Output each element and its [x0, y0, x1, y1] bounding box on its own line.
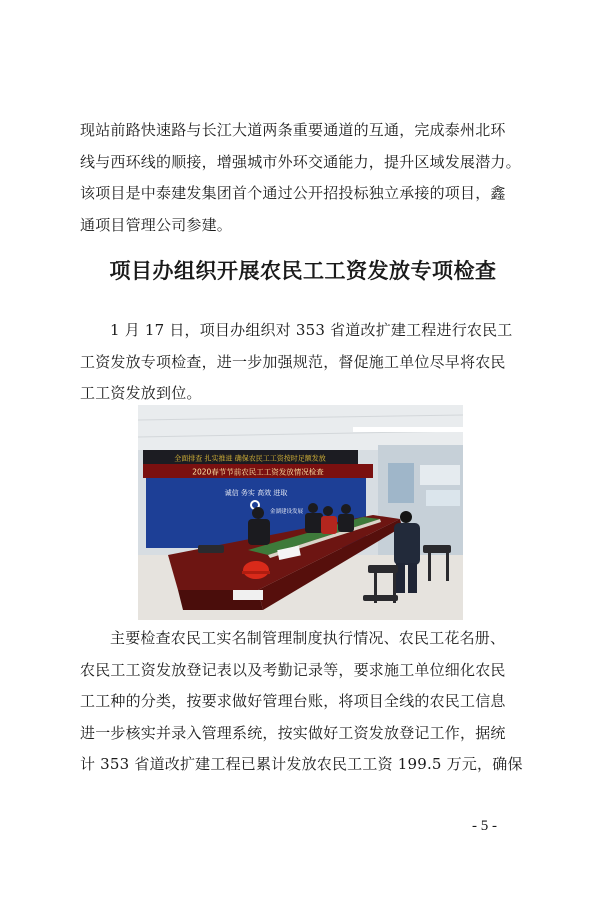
- section-heading: 项目办组织开展农民工工资发放专项检查: [109, 258, 497, 283]
- wall-company-text: 金湖建设发展: [270, 509, 304, 515]
- intro-line-1: 现站前路快速路与长江大道两条重要通道的互通，完成泰州北环: [80, 121, 506, 139]
- intro-line-3: 该项目是中泰建发集团首个通过公开招投标独立承接的项目，鑫: [80, 184, 506, 202]
- paragraph-2-line-2: 农民工工资发放登记表以及考勤记录等，要求施工单位细化农民: [80, 660, 506, 679]
- paragraph-2: [80, 623, 526, 781]
- paragraph-2-line-3: 工工种的分类，按要求做好管理台账，将项目全线的农民工信息: [80, 692, 506, 710]
- wall-slogan-text: 诚信 务实 高效 进取: [224, 489, 288, 497]
- banner-top-text: 全面排查 扎实推进 确保农民工工资按时足额发放: [174, 454, 326, 463]
- paragraph-1: [80, 315, 526, 410]
- paragraph-1-line-3: 工工资发放到位。: [80, 384, 202, 402]
- meeting-photo: [138, 405, 463, 620]
- paragraph-2-line-1: 主要检查农民工实名制管理制度执行情况、农民工花名册、: [110, 629, 506, 647]
- intro-line-4: 通项目管理公司参建。: [80, 215, 233, 234]
- paragraph-2-line-4: 进一步核实并录入管理系统，按实做好工资发放登记工作，据统: [80, 723, 506, 742]
- intro-paragraph: [80, 115, 526, 241]
- paragraph-2-line-5: 计 353 省道改扩建工程已累计发放农民工工资 199.5 万元，确保: [80, 755, 523, 773]
- paragraph-1-line-1: 1 月 17 日，项目办组织对 353 省道改扩建工程进行农民工: [110, 321, 513, 339]
- page-number: - 5 -: [472, 818, 497, 834]
- banner-main-text: 2020春节节前农民工工资发放情况检查: [192, 467, 324, 477]
- paragraph-1-line-2: 工资发放专项检查，进一步加强规范，督促施工单位尽早将农民: [80, 352, 506, 371]
- intro-line-2: 线与西环线的顺接，增强城市外环交通能力，提升区域发展潜力。: [80, 152, 521, 171]
